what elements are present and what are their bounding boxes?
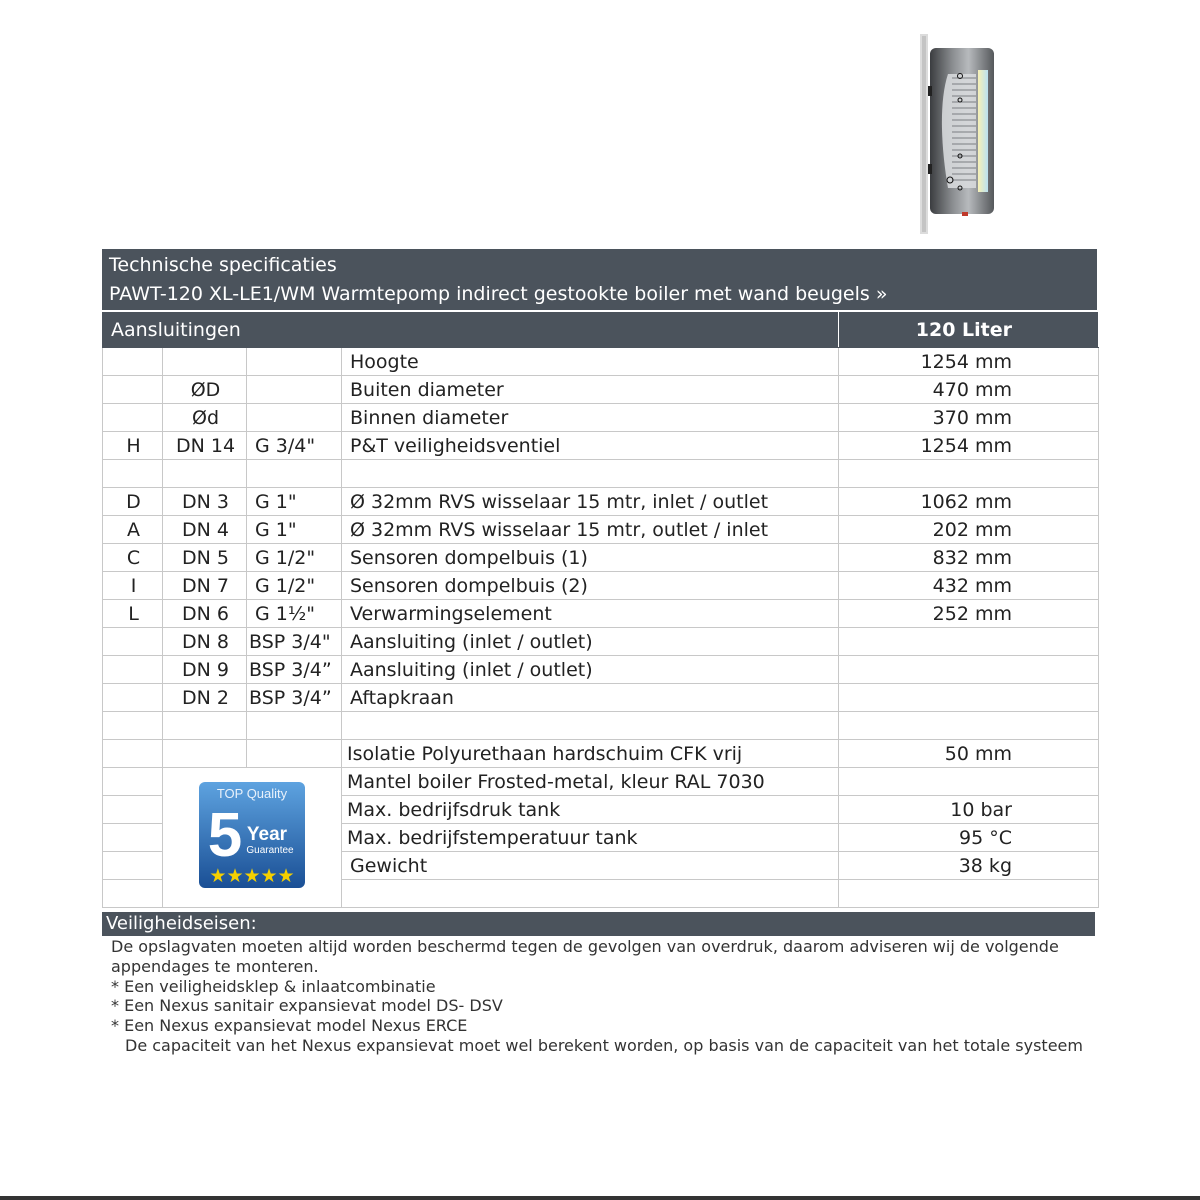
row-desc [342, 712, 839, 740]
row-value: 50 mm [839, 740, 1099, 768]
safety-line: * Een Nexus expansievat model Nexus ERCE [111, 1016, 468, 1036]
row-dn: DN 5 [163, 544, 247, 572]
row-value: 10 bar [839, 796, 1099, 824]
row-desc: Buiten diameter [342, 376, 839, 404]
table-row [103, 432, 1099, 460]
row-code [103, 796, 163, 824]
row-value: 95 °C [839, 824, 1099, 852]
table-row [103, 656, 1099, 684]
row-code [103, 768, 163, 796]
row-value [839, 628, 1099, 656]
table-row [103, 516, 1099, 544]
row-thread [247, 740, 342, 768]
boiler-product-image [918, 34, 1002, 234]
badge-guarantee: Guarantee [246, 845, 294, 856]
row-value [839, 684, 1099, 712]
row-code: D [103, 488, 163, 516]
safety-line: * Een veiligheidsklep & inlaatcombinatie [111, 976, 436, 996]
row-code: L [103, 600, 163, 628]
row-thread [247, 712, 342, 740]
row-code: I [103, 572, 163, 600]
table-row [103, 628, 1099, 656]
volume-heading: 120 Liter [839, 312, 1099, 348]
row-dn: DN 9 [163, 656, 247, 684]
row-code: H [103, 432, 163, 460]
row-code [103, 656, 163, 684]
row-thread: G 1½" [247, 600, 342, 628]
row-desc: Max. bedrijfsdruk tank [342, 796, 839, 824]
row-thread: G 1/2" [247, 544, 342, 572]
row-desc: Isolatie Polyurethaan hardschuim CFK vrij [342, 740, 839, 768]
badge-top-text: TOP Quality [216, 786, 288, 801]
row-value [839, 656, 1099, 684]
row-dn: DN 3 [163, 488, 247, 516]
row-desc: Verwarmingselement [342, 600, 839, 628]
table-head-row [103, 312, 1099, 348]
table-row [103, 488, 1099, 516]
table-row [103, 404, 1099, 432]
safety-note: De capaciteit van het Nexus expansievat moet wel berekent worden, op basis van de capaciteit van het totale systeem [125, 1035, 1083, 1055]
row-thread: BSP 3/4" [247, 628, 342, 656]
row-code: A [103, 516, 163, 544]
safety-line: De opslagvaten moeten altijd worden beschermd tegen de gevolgen van overdruk, daarom adviseren wij de volgende [111, 937, 1059, 956]
guarantee-badge-cell [163, 768, 342, 908]
row-desc: Sensoren dompelbuis (2) [342, 572, 839, 600]
table-row [103, 712, 1099, 740]
row-code [103, 460, 163, 488]
table-row [103, 544, 1099, 572]
row-code [103, 880, 163, 908]
row-desc: Gewicht [342, 852, 839, 880]
row-value [839, 768, 1099, 796]
row-thread: G 1" [247, 516, 342, 544]
row-dn: DN 6 [163, 600, 247, 628]
row-thread [247, 348, 342, 376]
table-row [103, 684, 1099, 712]
row-desc: Sensoren dompelbuis (1) [342, 544, 839, 572]
row-code: C [103, 544, 163, 572]
row-dn: DN 14 [163, 432, 247, 460]
row-value [839, 712, 1099, 740]
row-thread: G 1" [247, 488, 342, 516]
row-value: 432 mm [839, 572, 1099, 600]
row-value: 202 mm [839, 516, 1099, 544]
row-dn [163, 348, 247, 376]
badge-number: 5 [207, 801, 243, 870]
row-desc: Aansluiting (inlet / outlet) [342, 656, 839, 684]
connections-heading: Aansluitingen [103, 312, 839, 348]
row-desc: Binnen diameter [342, 404, 839, 432]
row-thread [247, 404, 342, 432]
table-row [103, 740, 1099, 768]
row-desc: P&T veiligheidsventiel [342, 432, 839, 460]
row-dn [163, 740, 247, 768]
table-row [103, 460, 1099, 488]
row-thread: G 3/4" [247, 432, 342, 460]
row-value: 1254 mm [839, 348, 1099, 376]
row-value: 832 mm [839, 544, 1099, 572]
row-desc: Aftapkraan [342, 684, 839, 712]
row-dn: ØD [163, 376, 247, 404]
row-thread: BSP 3/4” [247, 656, 342, 684]
badge-year: Year [246, 824, 288, 845]
row-desc [342, 460, 839, 488]
row-code [103, 348, 163, 376]
row-value: 370 mm [839, 404, 1099, 432]
row-desc: Mantel boiler Frosted-metal, kleur RAL 7030 [342, 768, 839, 796]
row-dn: Ød [163, 404, 247, 432]
row-desc [342, 880, 839, 908]
row-desc: Hoogte [342, 348, 839, 376]
row-value: 38 kg [839, 852, 1099, 880]
table-row [103, 768, 1099, 796]
table-row [103, 376, 1099, 404]
badge-stars: ★★★★★ [209, 865, 295, 887]
row-code [103, 852, 163, 880]
row-dn [163, 712, 247, 740]
table-row [103, 572, 1099, 600]
row-desc: Ø 32mm RVS wisselaar 15 mtr, outlet / inlet [342, 516, 839, 544]
row-thread: BSP 3/4” [247, 684, 342, 712]
row-desc: Max. bedrijfstemperatuur tank [342, 824, 839, 852]
row-code [103, 824, 163, 852]
row-thread [247, 460, 342, 488]
bottom-border [0, 1196, 1200, 1200]
row-value: 252 mm [839, 600, 1099, 628]
safety-heading: Veiligheidseisen: [102, 912, 1095, 936]
row-dn [163, 460, 247, 488]
row-dn: DN 4 [163, 516, 247, 544]
row-thread [247, 376, 342, 404]
row-desc: Ø 32mm RVS wisselaar 15 mtr, inlet / outlet [342, 488, 839, 516]
safety-text [111, 937, 1091, 1056]
row-thread: G 1/2" [247, 572, 342, 600]
row-value: 1254 mm [839, 432, 1099, 460]
spec-title: Technische specificaties [109, 254, 337, 276]
row-desc: Aansluiting (inlet / outlet) [342, 628, 839, 656]
table-row [103, 600, 1099, 628]
spec-header [102, 249, 1097, 310]
row-code [103, 376, 163, 404]
spec-table [102, 311, 1099, 908]
five-year-guarantee-badge [197, 780, 307, 890]
spec-subtitle: PAWT-120 XL-LE1/WM Warmtepomp indirect gestookte boiler met wand beugels » [109, 283, 888, 305]
row-code [103, 712, 163, 740]
row-dn: DN 8 [163, 628, 247, 656]
row-code [103, 740, 163, 768]
row-dn: DN 2 [163, 684, 247, 712]
row-code [103, 628, 163, 656]
row-value [839, 460, 1099, 488]
row-code [103, 404, 163, 432]
row-value [839, 880, 1099, 908]
row-value: 1062 mm [839, 488, 1099, 516]
safety-line: appendages te monteren. [111, 956, 319, 976]
row-code [103, 684, 163, 712]
table-row [103, 348, 1099, 376]
row-value: 470 mm [839, 376, 1099, 404]
safety-line: * Een Nexus sanitair expansievat model DS- DSV [111, 996, 503, 1016]
row-dn: DN 7 [163, 572, 247, 600]
